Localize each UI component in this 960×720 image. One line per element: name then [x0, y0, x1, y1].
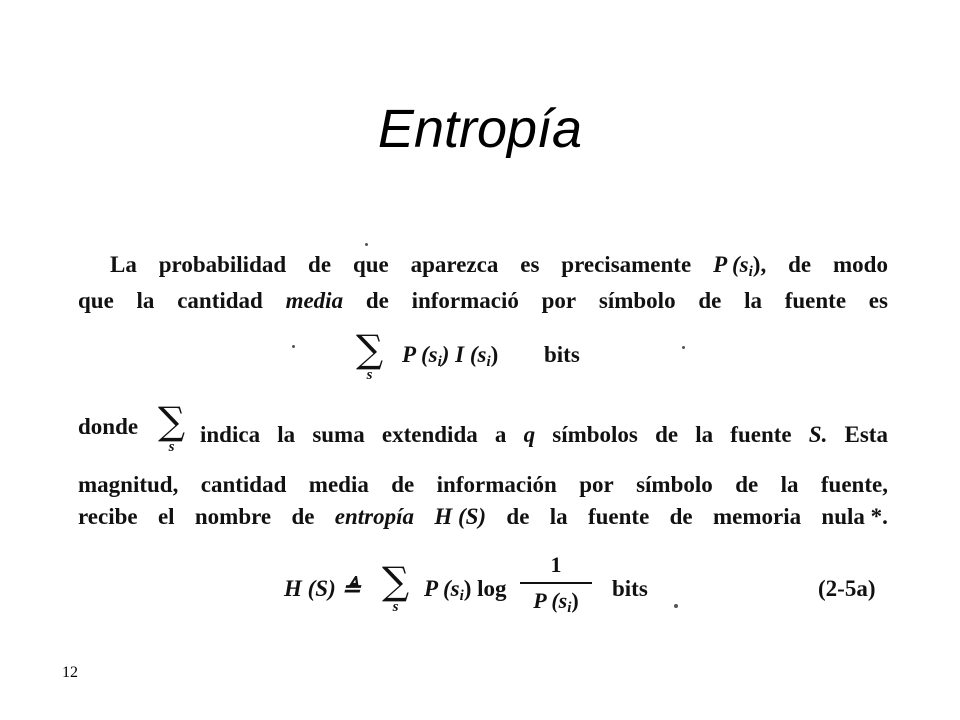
- word: probabilidad: [158, 252, 287, 277]
- scan-speck: [292, 345, 295, 348]
- word: a: [494, 422, 507, 447]
- word: fuente: [730, 422, 792, 447]
- paragraph-line-4: [78, 472, 888, 498]
- word: es: [868, 288, 888, 313]
- word: de: [391, 472, 415, 497]
- word: símbolo: [636, 472, 713, 497]
- word: de: [308, 252, 332, 277]
- paragraph-line-3: [200, 422, 888, 448]
- word: magnitud,: [78, 472, 179, 497]
- slide-title: Entropía: [377, 99, 583, 159]
- word: por: [541, 288, 577, 313]
- word: de: [506, 504, 530, 529]
- word: de: [698, 288, 722, 313]
- paragraph-line-2: [78, 288, 888, 314]
- word: la: [780, 472, 799, 497]
- word: de: [669, 504, 693, 529]
- summation-symbol-inline: ∑ s: [158, 399, 186, 455]
- entropy-term: P $(s_i)$ log: [424, 576, 507, 604]
- math-expression: P (si),: [713, 252, 767, 280]
- word: cantidad: [177, 288, 263, 313]
- word: modo: [833, 252, 888, 277]
- word: aparezca: [410, 252, 499, 277]
- math-expression: H (S): [434, 504, 487, 529]
- word-italic: entropía: [334, 504, 415, 529]
- word: nombre: [194, 504, 272, 529]
- word: de: [655, 422, 679, 447]
- word: La: [110, 252, 137, 277]
- word: de: [788, 252, 812, 277]
- paragraph-line-1: [110, 252, 888, 281]
- entropy-fraction: 1 P $(s_i)$: [520, 552, 592, 617]
- word: símbolos: [552, 422, 638, 447]
- math-variable: q: [523, 422, 536, 447]
- word: informació: [411, 288, 519, 313]
- word: que: [352, 252, 389, 277]
- word: precisamente: [561, 252, 692, 277]
- formula-sum-p-i: P $(s_i)$ I $(s_i)$: [402, 342, 499, 370]
- word: por: [579, 472, 614, 497]
- summation-symbol-entropy: ∑ s: [382, 559, 410, 615]
- word: suma: [312, 422, 365, 447]
- word: la: [695, 422, 714, 447]
- word: la: [277, 422, 296, 447]
- word: memoria: [712, 504, 802, 529]
- word-italic: media: [285, 288, 344, 313]
- word: es: [520, 252, 540, 277]
- word: donde: [78, 414, 139, 439]
- word: Esta: [844, 422, 888, 447]
- word: información: [436, 472, 557, 497]
- word: la: [744, 288, 762, 313]
- word: media: [308, 472, 369, 497]
- word: cantidad: [200, 472, 287, 497]
- page-number: 12: [62, 664, 78, 681]
- word: el: [157, 504, 175, 529]
- entropy-unit: bits: [612, 576, 648, 601]
- scan-speck: [682, 346, 685, 349]
- scan-speck: [674, 604, 678, 608]
- summation-symbol: ∑ s: [356, 327, 384, 383]
- paragraph-line-5: [78, 504, 888, 530]
- word: fuente: [587, 504, 650, 529]
- word: fuente: [784, 288, 847, 313]
- formula-unit: bits: [544, 342, 580, 367]
- word: de: [291, 504, 315, 529]
- word: extendida: [381, 422, 478, 447]
- word: de: [735, 472, 759, 497]
- entropy-lhs: H (S) ≜: [284, 576, 361, 601]
- word: la: [136, 288, 155, 313]
- word: símbolo: [598, 288, 676, 313]
- scanned-text-excerpt: [68, 232, 898, 642]
- word: fuente,: [820, 472, 888, 497]
- word: indica: [200, 422, 261, 447]
- scan-speck: [365, 243, 368, 246]
- math-variable: S.: [808, 422, 828, 447]
- word: de: [365, 288, 389, 313]
- word: que: [78, 288, 114, 313]
- equation-label: (2-5a): [818, 576, 876, 601]
- word: la: [549, 504, 568, 529]
- word: recibe: [78, 504, 138, 529]
- word: nula *.: [821, 504, 888, 529]
